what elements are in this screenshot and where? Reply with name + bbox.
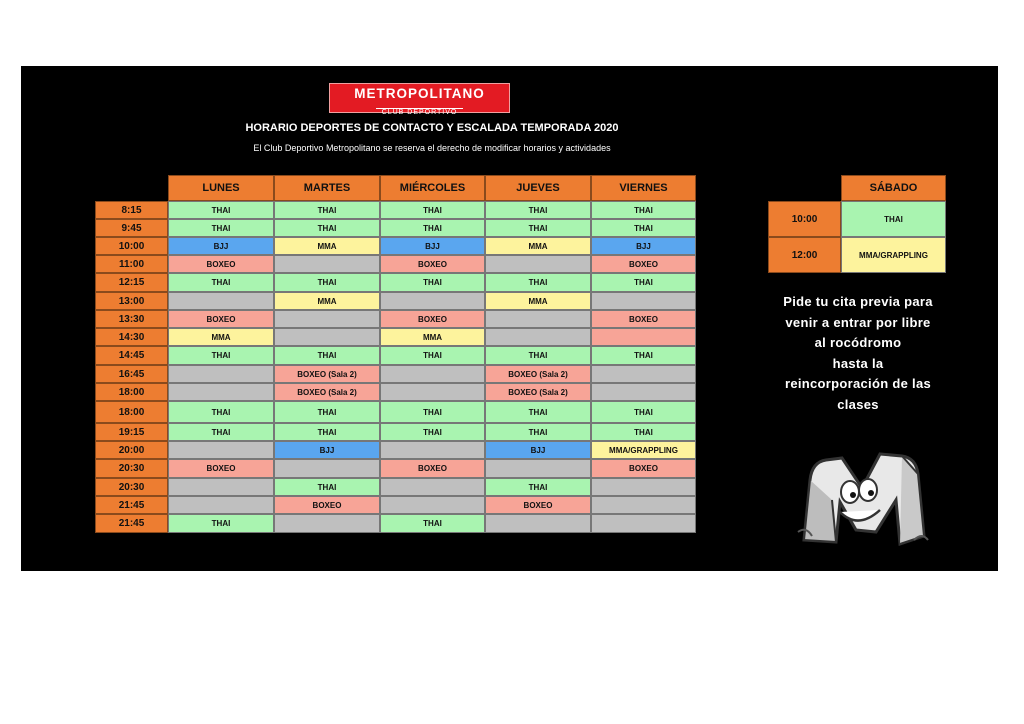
activity-cell: BOXEO (Sala 2) bbox=[485, 365, 591, 383]
brand-name: METROPOLITANO bbox=[354, 86, 485, 101]
activity-cell bbox=[380, 441, 485, 459]
activity-cell: BOXEO bbox=[274, 496, 380, 514]
activity-cell bbox=[274, 459, 380, 478]
brand-logo bbox=[329, 83, 510, 116]
activity-cell: MMA/GRAPPLING bbox=[591, 441, 696, 459]
activity-cell: THAI bbox=[274, 219, 380, 237]
activity-cell: MMA bbox=[168, 328, 274, 346]
time-slot: 14:45 bbox=[95, 346, 168, 365]
activity-cell bbox=[591, 328, 696, 346]
notice-line: venir a entrar por libre bbox=[785, 314, 931, 330]
activity-cell: THAI bbox=[591, 346, 696, 365]
activity-cell bbox=[274, 514, 380, 533]
activity-cell: THAI bbox=[380, 401, 485, 423]
activity-cell: THAI bbox=[274, 201, 380, 219]
time-slot: 10:00 bbox=[95, 237, 168, 255]
time-slot: 19:15 bbox=[95, 423, 168, 441]
activity-cell: MMA bbox=[485, 237, 591, 255]
time-slot: 16:45 bbox=[95, 365, 168, 383]
time-slot: 18:00 bbox=[95, 383, 168, 401]
activity-cell bbox=[168, 365, 274, 383]
activity-cell: THAI bbox=[168, 219, 274, 237]
activity-cell: BJJ bbox=[380, 237, 485, 255]
activity-cell bbox=[380, 365, 485, 383]
activity-cell: THAI bbox=[485, 219, 591, 237]
activity-cell bbox=[168, 383, 274, 401]
activity-cell bbox=[485, 255, 591, 273]
time-slot: 12:15 bbox=[95, 273, 168, 292]
activity-cell: THAI bbox=[168, 201, 274, 219]
notice-line: hasta la bbox=[832, 355, 884, 371]
activity-cell: BJJ bbox=[168, 237, 274, 255]
day-header: MARTES bbox=[274, 175, 380, 201]
activity-cell: BOXEO (Sala 2) bbox=[274, 365, 380, 383]
day-header: LUNES bbox=[168, 175, 274, 201]
activity-cell: THAI bbox=[485, 273, 591, 292]
activity-cell: BOXEO bbox=[591, 459, 696, 478]
activity-cell: THAI bbox=[274, 423, 380, 441]
activity-cell: BJJ bbox=[274, 441, 380, 459]
activity-cell: THAI bbox=[591, 423, 696, 441]
activity-cell: THAI bbox=[168, 423, 274, 441]
activity-cell: THAI bbox=[591, 273, 696, 292]
activity-cell: BOXEO bbox=[380, 459, 485, 478]
activity-cell bbox=[485, 310, 591, 328]
activity-cell: THAI bbox=[274, 346, 380, 365]
activity-cell: BOXEO bbox=[168, 255, 274, 273]
activity-cell bbox=[591, 514, 696, 533]
activity-cell: THAI bbox=[380, 423, 485, 441]
notice-line: al rocódromo bbox=[814, 335, 902, 350]
day-header: MIÉRCOLES bbox=[380, 175, 485, 201]
time-slot: 10:00 bbox=[768, 201, 841, 237]
time-slot: 8:15 bbox=[95, 201, 168, 219]
activity-cell: THAI bbox=[274, 478, 380, 496]
activity-cell bbox=[274, 310, 380, 328]
activity-cell: BOXEO (Sala 2) bbox=[485, 383, 591, 401]
activity-cell: THAI bbox=[168, 273, 274, 292]
time-slot: 20:00 bbox=[95, 441, 168, 459]
activity-cell: MMA/GRAPPLING bbox=[841, 237, 946, 273]
activity-cell: MMA bbox=[380, 328, 485, 346]
activity-cell bbox=[380, 292, 485, 310]
page-title: HORARIO DEPORTES DE CONTACTO Y ESCALADA TEMPORADA 2020 bbox=[245, 122, 619, 134]
time-slot: 13:30 bbox=[95, 310, 168, 328]
notice-line: Pide tu cita previa para bbox=[783, 294, 933, 309]
activity-cell bbox=[485, 514, 591, 533]
activity-cell bbox=[591, 365, 696, 383]
activity-cell: THAI bbox=[168, 346, 274, 365]
activity-cell: THAI bbox=[485, 346, 591, 365]
activity-cell bbox=[380, 496, 485, 514]
day-header: JUEVES bbox=[485, 175, 591, 201]
activity-cell: BOXEO bbox=[168, 459, 274, 478]
activity-cell: THAI bbox=[274, 273, 380, 292]
time-slot: 18:00 bbox=[95, 401, 168, 423]
activity-cell bbox=[168, 478, 274, 496]
activity-cell bbox=[168, 441, 274, 459]
time-slot: 20:30 bbox=[95, 459, 168, 478]
activity-cell: THAI bbox=[485, 478, 591, 496]
activity-cell: BOXEO bbox=[380, 255, 485, 273]
letter-m-mascot-icon bbox=[796, 440, 930, 548]
activity-cell: BOXEO bbox=[591, 255, 696, 273]
activity-cell bbox=[274, 328, 380, 346]
activity-cell: THAI bbox=[591, 401, 696, 423]
activity-cell bbox=[485, 459, 591, 478]
activity-cell: BJJ bbox=[485, 441, 591, 459]
time-slot: 11:00 bbox=[95, 255, 168, 273]
activity-cell bbox=[591, 292, 696, 310]
activity-cell: THAI bbox=[485, 201, 591, 219]
activity-cell: BOXEO bbox=[168, 310, 274, 328]
activity-cell: THAI bbox=[380, 201, 485, 219]
activity-cell: MMA bbox=[485, 292, 591, 310]
notice-line: clases bbox=[837, 396, 879, 412]
notice-line: reincorporación de las bbox=[784, 376, 932, 391]
day-header-saturday: SÁBADO bbox=[841, 175, 946, 201]
activity-cell: THAI bbox=[591, 201, 696, 219]
activity-cell bbox=[168, 292, 274, 310]
time-slot: 20:30 bbox=[95, 478, 168, 496]
activity-cell: THAI bbox=[591, 219, 696, 237]
activity-cell: BJJ bbox=[591, 237, 696, 255]
activity-cell: THAI bbox=[841, 201, 946, 237]
activity-cell: THAI bbox=[380, 273, 485, 292]
activity-cell: THAI bbox=[274, 401, 380, 423]
time-slot: 21:45 bbox=[95, 514, 168, 533]
activity-cell bbox=[274, 255, 380, 273]
activity-cell bbox=[380, 383, 485, 401]
activity-cell bbox=[485, 328, 591, 346]
activity-cell bbox=[591, 496, 696, 514]
notice-text bbox=[762, 292, 954, 415]
activity-cell: BOXEO (Sala 2) bbox=[274, 383, 380, 401]
activity-cell: BOXEO bbox=[380, 310, 485, 328]
activity-cell: BOXEO bbox=[485, 496, 591, 514]
activity-cell: THAI bbox=[380, 346, 485, 365]
activity-cell: THAI bbox=[380, 219, 485, 237]
activity-cell: THAI bbox=[485, 423, 591, 441]
activity-cell: THAI bbox=[485, 401, 591, 423]
activity-cell: THAI bbox=[168, 401, 274, 423]
activity-cell bbox=[168, 496, 274, 514]
time-slot: 12:00 bbox=[768, 237, 841, 273]
time-slot: 9:45 bbox=[95, 219, 168, 237]
activity-cell: MMA bbox=[274, 292, 380, 310]
brand-subtitle: CLUB DEPORTIVO bbox=[376, 108, 464, 117]
time-slot: 13:00 bbox=[95, 292, 168, 310]
page-subtitle: El Club Deportivo Metropolitano se reserva el derecho de modificar horarios y actividades bbox=[253, 143, 611, 153]
activity-cell: THAI bbox=[380, 514, 485, 533]
activity-cell: MMA bbox=[274, 237, 380, 255]
activity-cell: THAI bbox=[168, 514, 274, 533]
day-header: VIERNES bbox=[591, 175, 696, 201]
time-slot: 14:30 bbox=[95, 328, 168, 346]
activity-cell bbox=[591, 383, 696, 401]
time-slot: 21:45 bbox=[95, 496, 168, 514]
activity-cell bbox=[591, 478, 696, 496]
activity-cell bbox=[380, 478, 485, 496]
activity-cell: BOXEO bbox=[591, 310, 696, 328]
